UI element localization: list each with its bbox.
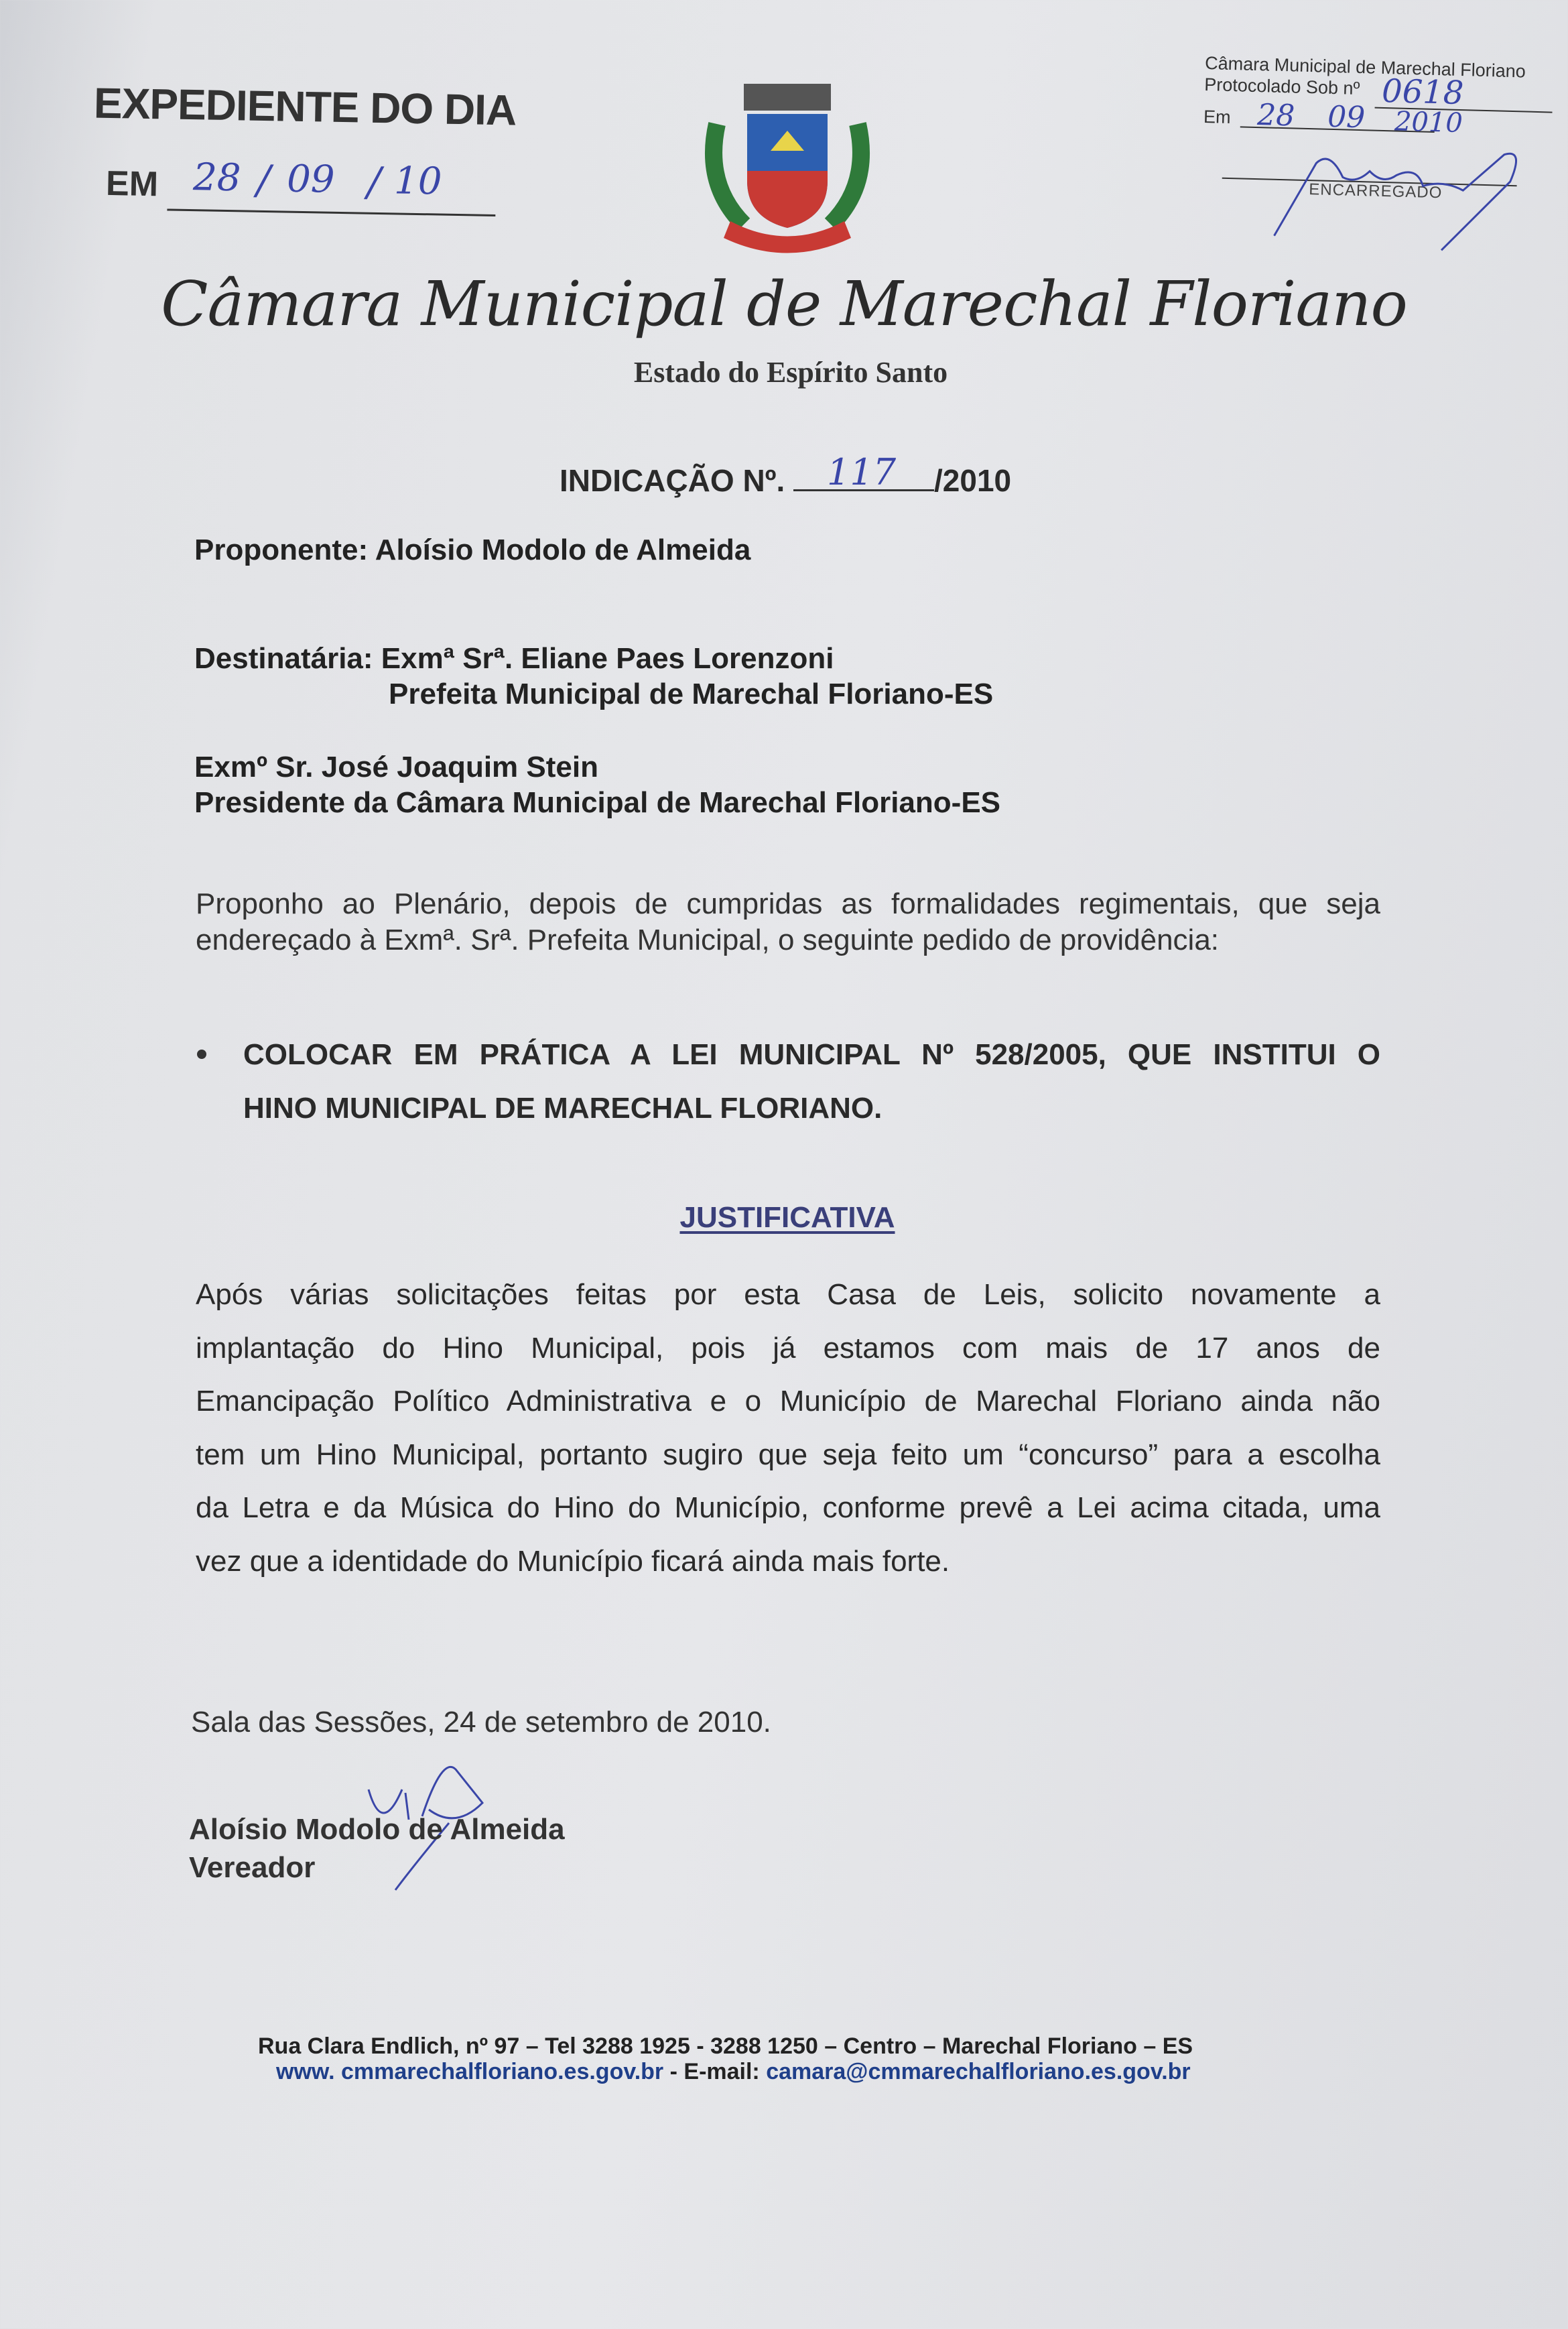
signatory-name: Aloísio Modolo de Almeida (189, 1813, 565, 1846)
footer-contact: www. cmmarechalfloriano.es.gov.br - E-mail: camara@cmmarechalfloriano.es.gov.br (276, 2059, 1191, 2084)
protocol-year: 2010 (1394, 106, 1463, 139)
document-subtitle: Estado do Espírito Santo (633, 356, 948, 389)
municipal-crest-logo (704, 84, 871, 261)
clerk-signature (1267, 135, 1551, 257)
intro-paragraph: Proponho ao Plenário, depois de cumpridas as formalidades regimentais, que seja endereçado à Exmª. Srª. Prefeita Municipal, o seguinte pedido de providência: (196, 887, 1380, 956)
expediente-day: 28 (192, 155, 242, 200)
footer-address: Rua Clara Endlich, nº 97 – Tel 3288 1925 - 3288 1250 – Centro – Marechal Floriano – ES (258, 2033, 1193, 2059)
indicacao-heading: INDICAÇÃO Nº. 117 /2010 (560, 451, 1012, 498)
protocol-day: 28 (1256, 98, 1295, 133)
justificativa-heading: JUSTIFICATIVA (679, 1201, 895, 1234)
expediente-year: 10 (393, 159, 443, 204)
expediente-month: 09 (286, 157, 336, 202)
justificativa-paragraph: Após várias solicitações feitas por esta Casa de Leis, solicito novamente a implantação do Hino Municipal, pois já estamos com mais de 17 anos de Emancipação Político Administrativa e o Município de Marechal Floriano ainda não tem um Hino Municipal, portanto sugiro que seja feito um “concurso” para a escolha da Letra e da Música do Hino do Município, conforme prevê a Lei acima citada, uma vez que a identidade do Município ficará ainda mais forte. (196, 1278, 1380, 1578)
document-title: Câmara Municipal de Marechal Floriano (161, 268, 1407, 340)
expediente-date: EM 28 / 09 / 10 (105, 154, 501, 221)
protocol-number: 0618 (1381, 72, 1465, 113)
bullet-icon (197, 1050, 206, 1059)
email-link[interactable]: camara@cmmarechalfloriano.es.gov.br (766, 2059, 1191, 2084)
destinataria-line2: Prefeita Municipal de Marechal Floriano-ES (389, 678, 994, 710)
destinataria-line1: Destinatária: Exmª Srª. Eliane Paes Lorenzoni (194, 642, 834, 675)
stamp-role: ENCARREGADO (1308, 180, 1443, 202)
place-date: Sala das Sessões, 24 de setembro de 2010. (191, 1706, 771, 1739)
protocol-month: 09 (1327, 99, 1366, 135)
presidente-line1: Exmº Sr. José Joaquim Stein (194, 751, 598, 783)
protocol-stamp: Câmara Municipal de Marechal Floriano Protocolado Sob nº 0618 Em 28 09 2010 ENCARREGADO (1201, 53, 1567, 243)
presidente-line2: Presidente da Câmara Municipal de Marechal Floriano-ES (194, 786, 1001, 819)
signatory-role: Vereador (189, 1851, 316, 1884)
website-link[interactable]: www. cmmarechalfloriano.es.gov.br (276, 2059, 664, 2084)
proponente: Proponente: Aloísio Modolo de Almeida (194, 533, 751, 566)
expediente-title: EXPEDIENTE DO DIA (93, 78, 517, 135)
request-item: COLOCAR EM PRÁTICA A LEI MUNICIPAL Nº 528/2005, QUE INSTITUI O HINO MUNICIPAL DE MARECHAL FLORIANO. (243, 1038, 1380, 1125)
indicacao-number: 117 (827, 451, 897, 493)
